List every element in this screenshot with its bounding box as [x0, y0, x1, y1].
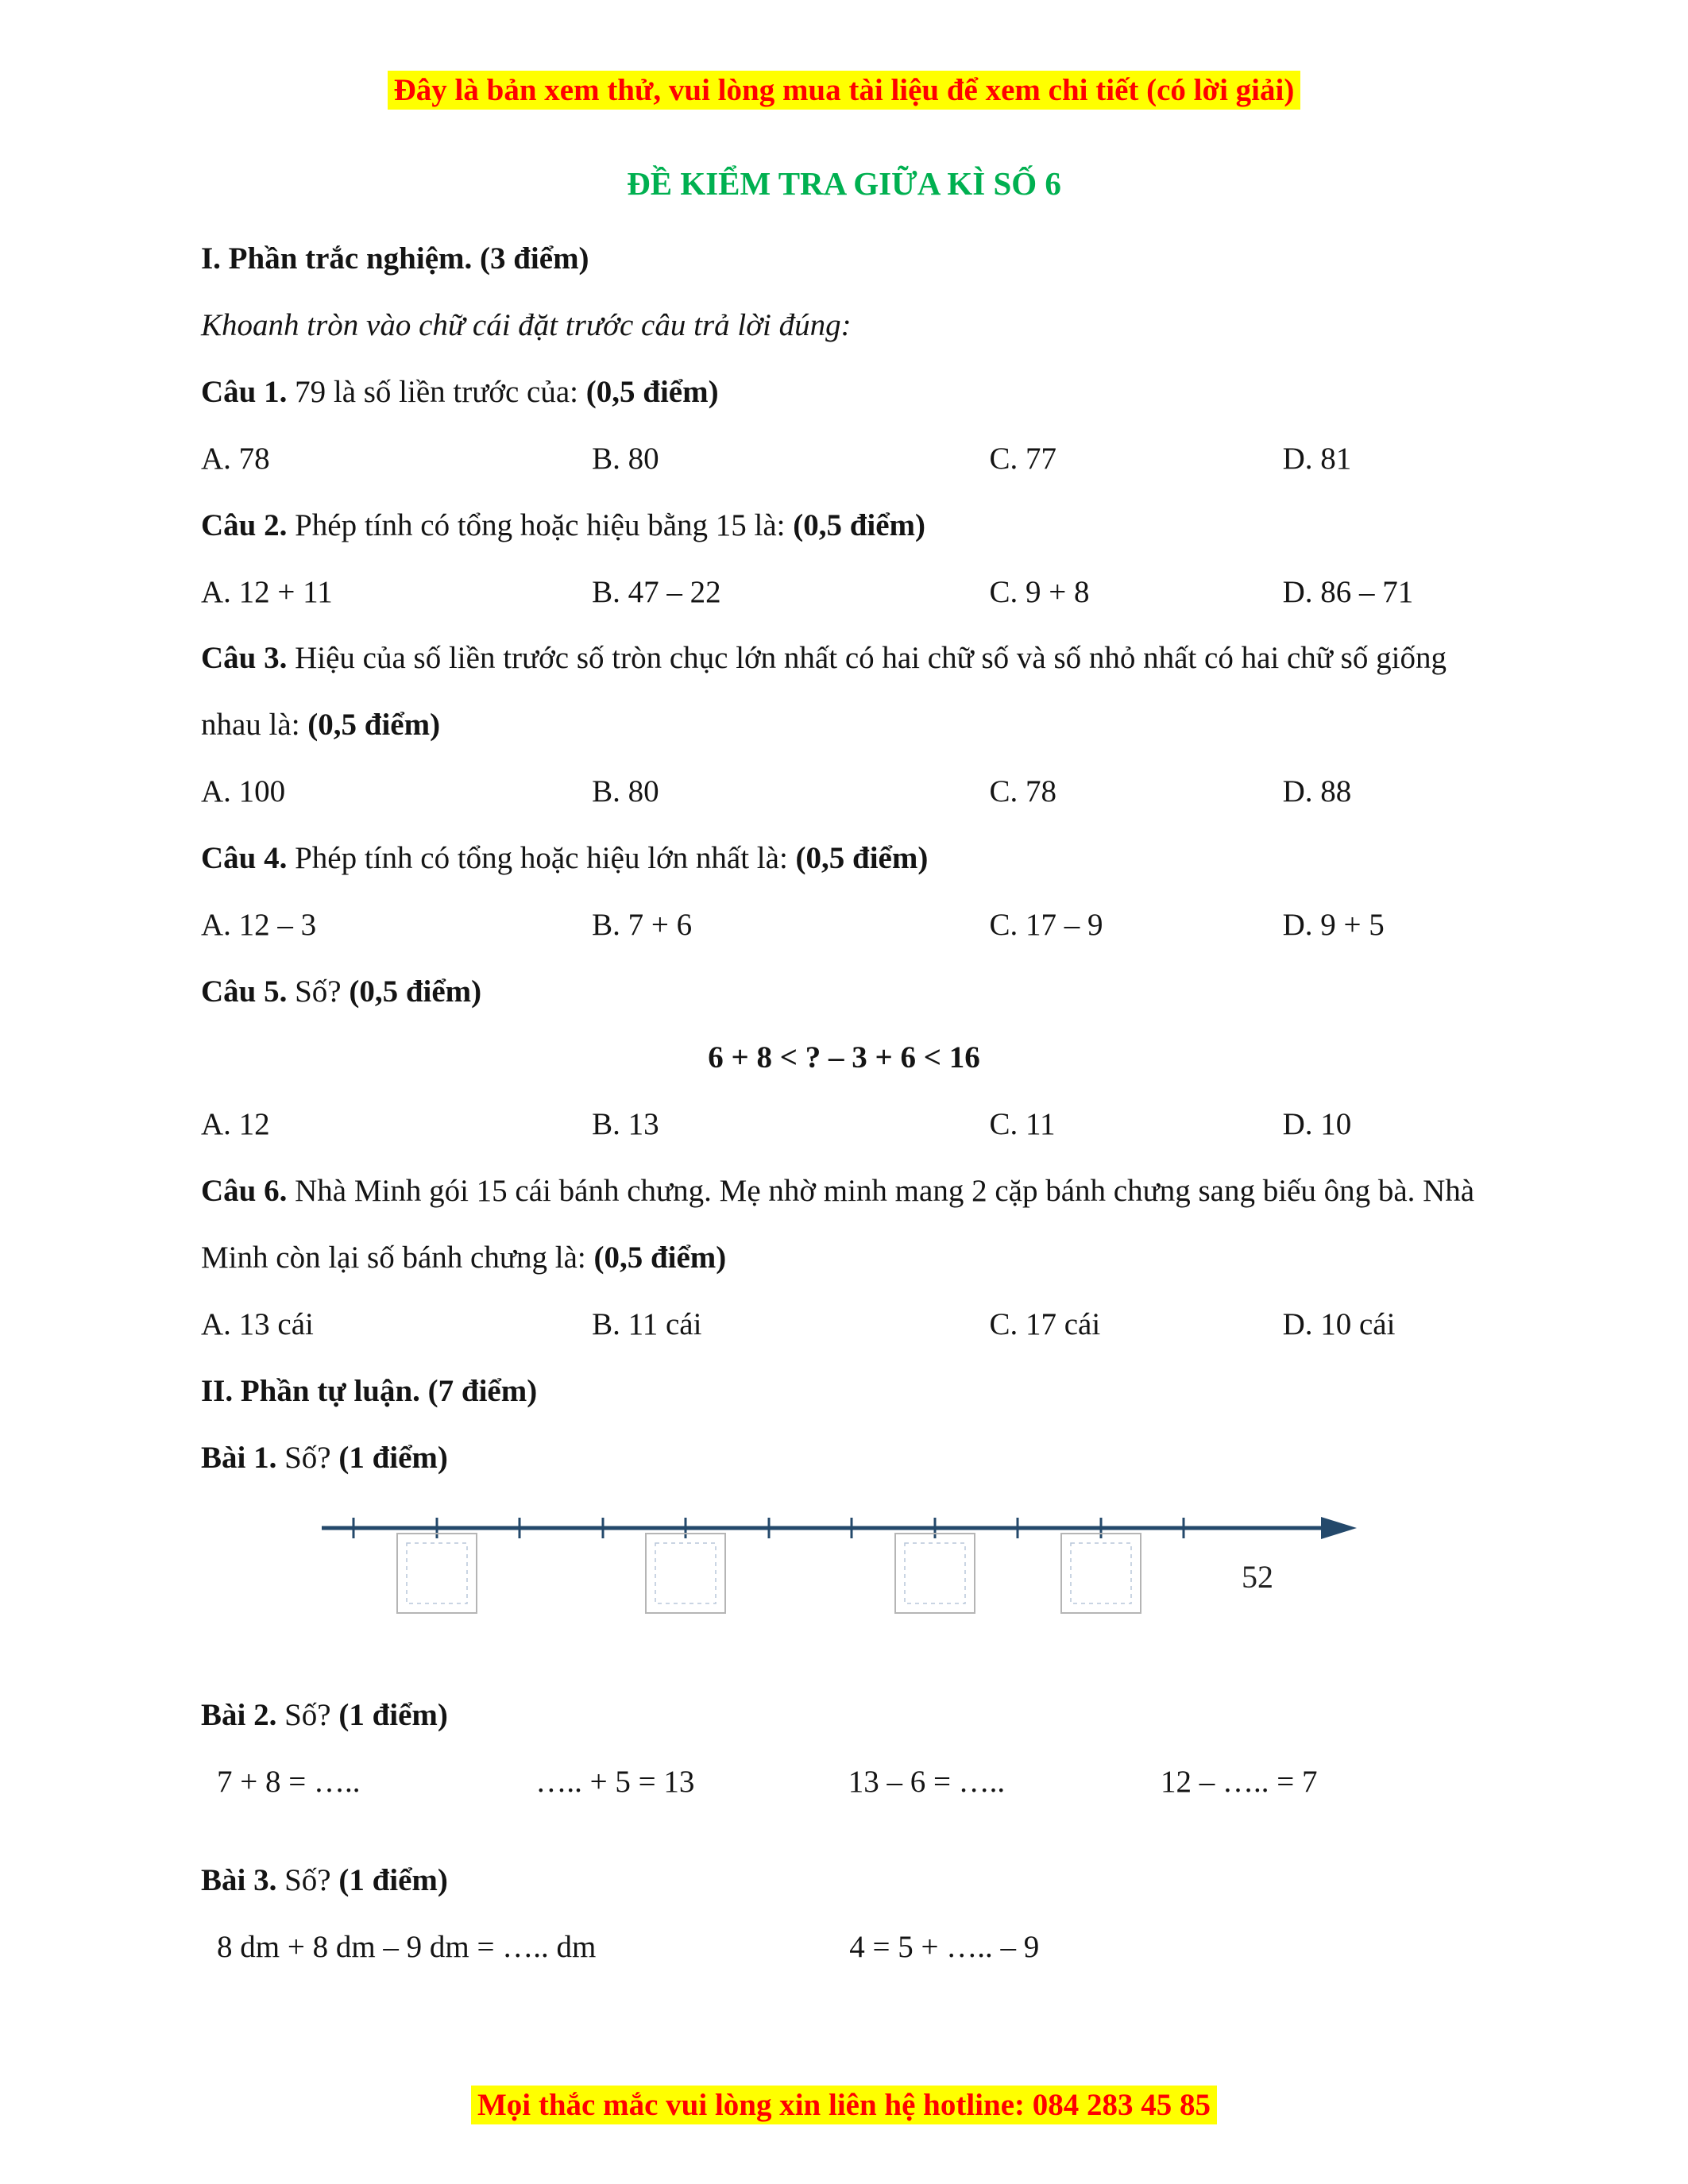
question-3-points: (0,5 điểm)	[307, 708, 441, 743]
number-line-blank-boxes	[397, 1534, 1141, 1613]
option-d: D. 10 cái	[1282, 1306, 1396, 1341]
option-c: C. 11	[989, 1107, 1056, 1142]
option-b: B. 13	[592, 1107, 659, 1142]
option-b: B. 80	[592, 774, 659, 809]
question-5-options	[201, 1091, 1487, 1158]
question-3-label: Câu 3.	[201, 641, 288, 676]
exercise-1-text: Số?	[284, 1440, 331, 1475]
question-6-options	[201, 1291, 1487, 1358]
question-6	[201, 1158, 1487, 1291]
exercise-1-label: Bài 1.	[201, 1440, 277, 1475]
equation: 12 – ….. = 7	[1161, 1765, 1318, 1800]
option-d: D. 81	[1282, 441, 1352, 476]
exercise-1	[201, 1425, 1487, 1491]
option-a: A. 12 – 3	[201, 907, 317, 942]
option-a: A. 78	[201, 441, 270, 476]
part1-heading: I. Phần trắc nghiệm. (3 điểm)	[201, 241, 589, 276]
question-2-text: Phép tính có tổng hoặc hiệu bằng 15 là:	[295, 507, 786, 542]
equation: 7 + 8 = …..	[217, 1765, 361, 1800]
question-4-label: Câu 4.	[201, 840, 288, 875]
option-c: C. 78	[989, 774, 1056, 809]
question-4	[201, 825, 1487, 892]
equation: 4 = 5 + ….. – 9	[849, 1929, 1040, 1964]
option-c: C. 17 – 9	[989, 907, 1103, 942]
part1-instruction: Khoanh tròn vào chữ cái đặt trước câu trả lời đúng:	[201, 308, 852, 343]
exercise-3	[201, 1847, 1487, 1914]
question-6-label: Câu 6.	[201, 1174, 288, 1209]
option-b: B. 7 + 6	[592, 907, 693, 942]
exercise-2-equations	[201, 1749, 1487, 1815]
exercise-2-label: Bài 2.	[201, 1698, 277, 1733]
exercise-2	[201, 1682, 1487, 1749]
blank-box	[895, 1534, 975, 1613]
bottom-banner	[0, 2085, 1688, 2127]
question-1-points: (0,5 điểm)	[585, 375, 719, 410]
equation: ….. + 5 = 13	[535, 1765, 695, 1800]
question-5-equation: 6 + 8 < ? – 3 + 6 < 16	[708, 1040, 980, 1075]
question-2-label: Câu 2.	[201, 507, 288, 542]
exercise-3-equations	[201, 1914, 1487, 1981]
number-line-svg	[320, 1508, 1369, 1647]
exercise-1-points: (1 điểm)	[338, 1440, 448, 1475]
option-d: D. 86 – 71	[1282, 574, 1414, 609]
part2-heading: II. Phần tự luận. (7 điểm)	[201, 1373, 538, 1408]
option-c: C. 77	[989, 441, 1056, 476]
question-1-options	[201, 426, 1487, 492]
option-a: A. 12	[201, 1107, 270, 1142]
top-banner-text: Đây là bản xem thử, vui lòng mua tài liệu để xem chi tiết (có lời giải)	[388, 71, 1301, 110]
exercise-2-text: Số?	[284, 1698, 331, 1733]
blank-box	[1061, 1534, 1141, 1613]
option-d: D. 10	[1282, 1107, 1352, 1142]
question-5	[201, 959, 1487, 1025]
number-line-arrowhead	[1321, 1517, 1357, 1539]
question-3-options	[201, 758, 1487, 825]
question-1-text: 79 là số liền trước của:	[295, 375, 579, 410]
top-banner	[201, 70, 1487, 112]
page-title: ĐỀ KIỂM TRA GIỮA KÌ SỐ 6	[627, 164, 1061, 202]
option-d: D. 9 + 5	[1282, 907, 1385, 942]
option-b: B. 11 cái	[592, 1306, 702, 1341]
question-2-points: (0,5 điểm)	[793, 507, 926, 542]
equation: 8 dm + 8 dm – 9 dm = ….. dm	[217, 1929, 597, 1964]
question-5-label: Câu 5.	[201, 974, 288, 1009]
exercise-3-label: Bài 3.	[201, 1863, 277, 1898]
blank-box	[646, 1534, 725, 1613]
option-c: C. 9 + 8	[989, 574, 1090, 609]
question-5-points: (0,5 điểm)	[349, 974, 482, 1009]
exercise-3-text: Số?	[284, 1863, 331, 1898]
question-1-label: Câu 1.	[201, 375, 288, 410]
question-5-text: Số?	[295, 974, 342, 1009]
question-4-options	[201, 892, 1487, 959]
question-2	[201, 492, 1487, 559]
exercise-3-points: (1 điểm)	[338, 1863, 448, 1898]
question-3-text: Hiệu của số liền trước số tròn chục lớn nhất có hai chữ số và số nhỏ nhất có hai chữ số giống nhau là:	[201, 641, 1447, 743]
number-line-value-label: 52	[1242, 1559, 1273, 1596]
blank-box	[397, 1534, 477, 1613]
option-d: D. 88	[1282, 774, 1352, 809]
question-6-points: (0,5 điểm)	[593, 1240, 727, 1275]
question-6-text: Nhà Minh gói 15 cái bánh chưng. Mẹ nhờ minh mang 2 cặp bánh chưng sang biếu ông bà. Nhà Minh còn lại số bánh chưng là:	[201, 1174, 1475, 1275]
question-4-points: (0,5 điểm)	[795, 840, 929, 875]
question-1	[201, 359, 1487, 426]
option-b: B. 47 – 22	[592, 574, 721, 609]
question-4-text: Phép tính có tổng hoặc hiệu lớn nhất là:	[295, 840, 788, 875]
option-a: A. 13 cái	[201, 1306, 314, 1341]
equation: 13 – 6 = …..	[848, 1765, 1006, 1800]
number-line-figure	[320, 1508, 1487, 1655]
option-b: B. 80	[592, 441, 659, 476]
option-a: A. 12 + 11	[201, 574, 333, 609]
question-3	[201, 625, 1487, 758]
exercise-2-points: (1 điểm)	[338, 1698, 448, 1733]
question-2-options	[201, 559, 1487, 626]
bottom-banner-text: Mọi thắc mắc vui lòng xin liên hệ hotline: 084 283 45 85	[471, 2086, 1217, 2124]
option-a: A. 100	[201, 774, 286, 809]
option-c: C. 17 cái	[989, 1306, 1101, 1341]
